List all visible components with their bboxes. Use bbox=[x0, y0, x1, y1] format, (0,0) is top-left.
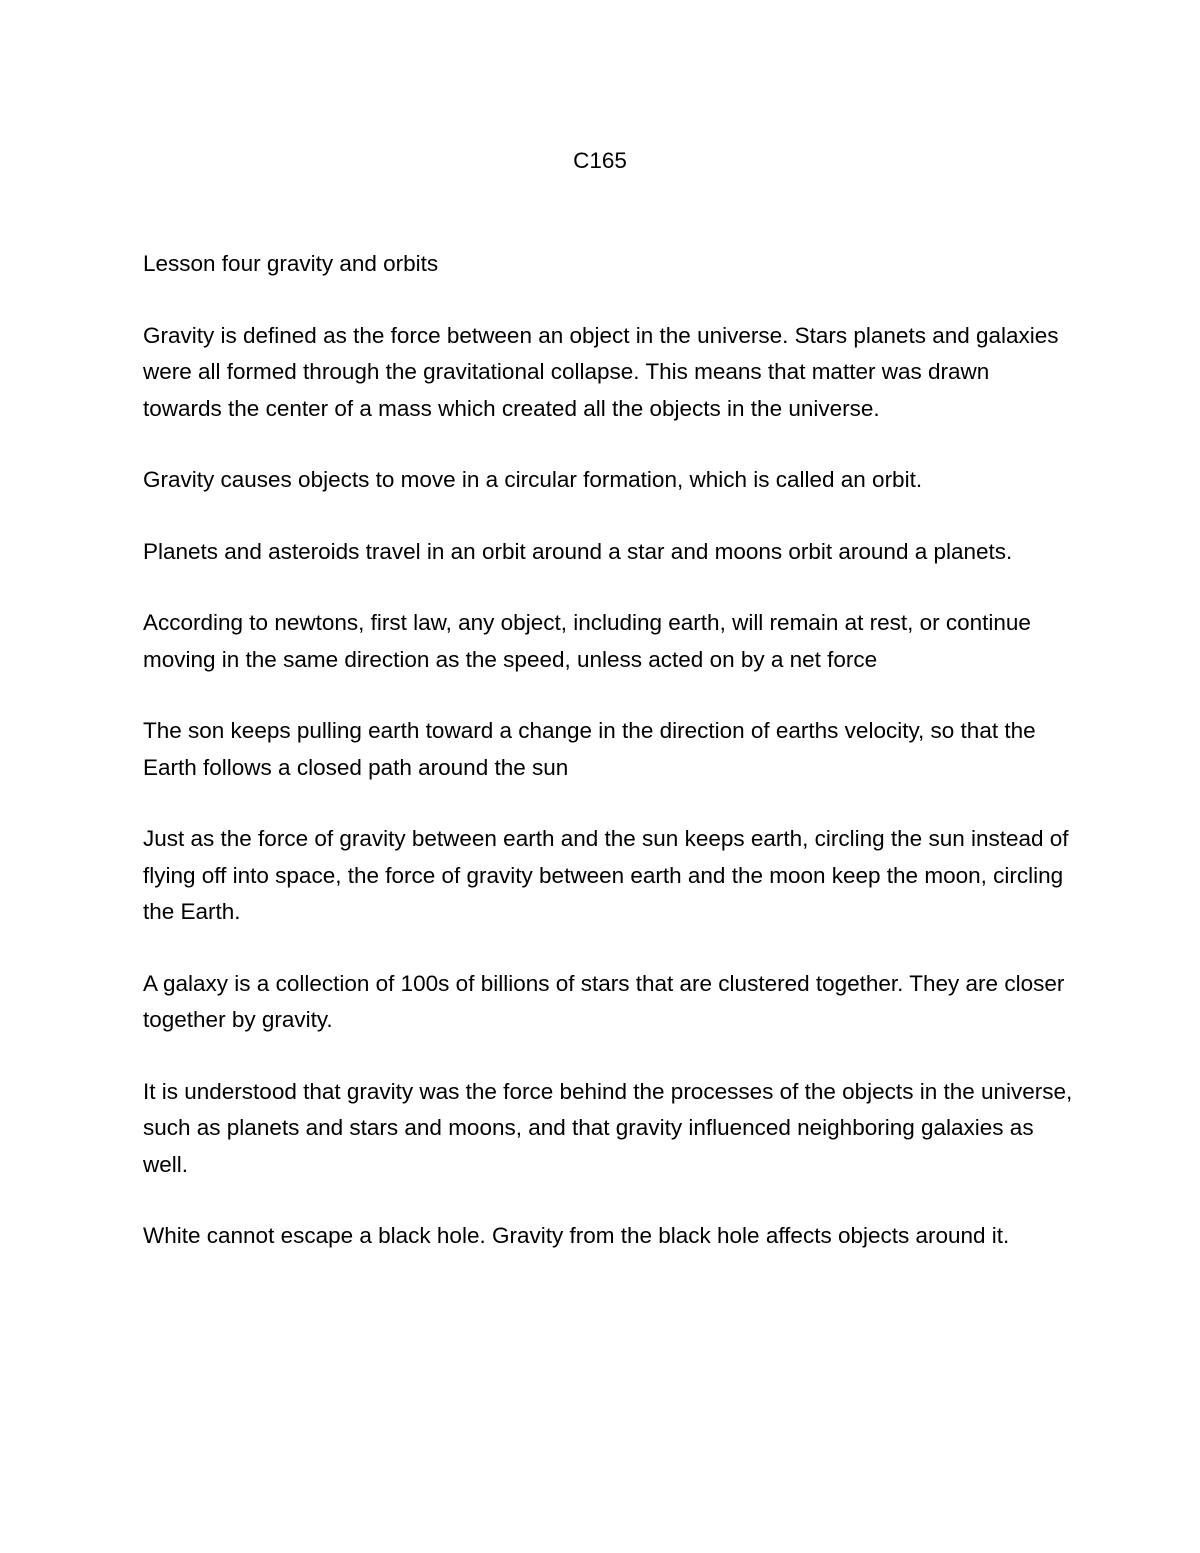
document-title: C165 bbox=[573, 148, 627, 173]
paragraph-galaxy: A galaxy is a collection of 100s of billions of stars that are clustered together. They are closer together by gravity. bbox=[143, 970, 1065, 1032]
paragraph-planets-asteroids: Planets and asteroids travel in an orbit around a star and moons orbit around a planets. bbox=[143, 538, 1013, 564]
paragraph-newtons-first-law: According to newtons, first law, any object, including earth, will remain at rest, or continue moving in the same direction as the speed, unless acted on by a net force bbox=[143, 610, 1031, 672]
paragraph-earth-moon-gravity: Just as the force of gravity between earth and the sun keeps earth, circling the sun instead of flying off into space, the force of gravity between earth and the moon keep the moon, circling the Earth. bbox=[143, 826, 1069, 924]
paragraph-orbit: Gravity causes objects to move in a circular formation, which is called an orbit. bbox=[143, 467, 923, 492]
paragraph-gravity-definition: Gravity is defined as the force between an object in the universe. Stars planets and galaxies were all formed through the gravitational collapse. This means that matter was drawn towards the center of a mass which created all the objects in the universe. bbox=[143, 322, 1059, 421]
lesson-heading: Lesson four gravity and orbits bbox=[143, 251, 439, 276]
paragraph-gravity-processes: It is understood that gravity was the force behind the processes of the objects in the universe, such as planets and stars and moons, and that gravity influenced neighboring galaxies as well. bbox=[143, 1078, 1073, 1177]
paragraph-black-hole: White cannot escape a black hole. Gravity from the black hole affects objects around it. bbox=[143, 1223, 1010, 1248]
document-body bbox=[143, 246, 1073, 1290]
paragraph-earth-velocity: The son keeps pulling earth toward a change in the direction of earths velocity, so that the Earth follows a closed path around the sun bbox=[143, 718, 1036, 780]
